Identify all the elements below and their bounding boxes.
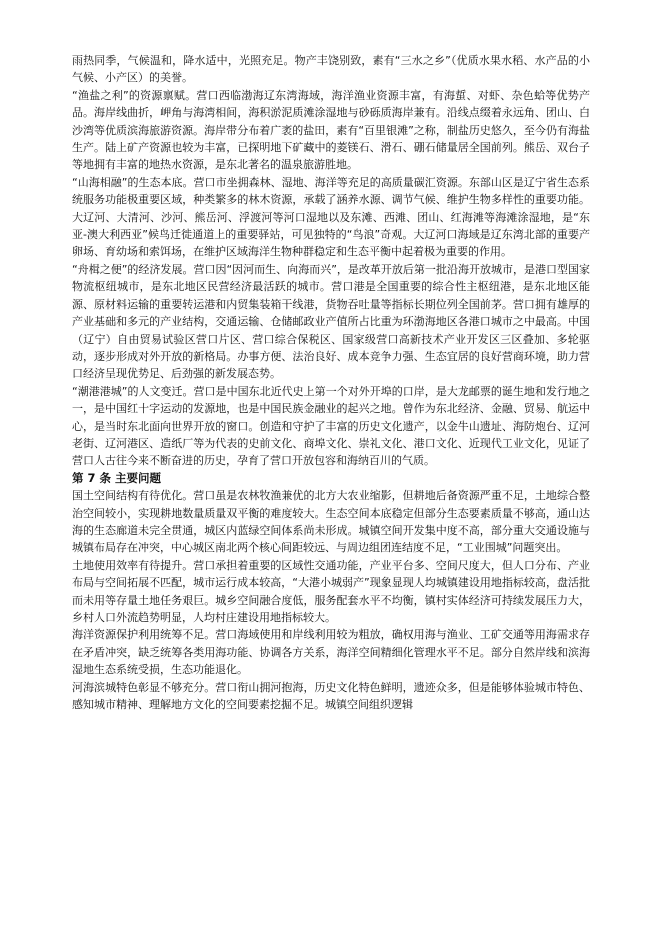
economy-paragraph: “舟楫之便”的经济发展。营口因“因河而生、向海而兴”，是改革开放后第一批沿海开放城市，是港口型国家物流枢纽城市，是东北地区民营经济最活跃的城市。营口港是全国重要的综合性主枢纽港，是东北地区能源、原材料运输的重要转运港和内贸集装箱干线港，货物吞吐量等指标长期位列全国前茅。营口拥有雄厚的产业基础和多元的产业结构，交通运输、仓储邮政业产值所占比重为环渤海地区各港口城市之中最高。中国（辽宁）自由贸易试验区营口片区、营口综合保税区、国家级营口高新技术产业开发区三区叠加、多轮驱动，逐步形成对外开放的新格局。办事方便、法治良好、成本竞争力强、生态宜居的良好营商环境，助力营口经济呈现优势足、后劲强的新发展态势。: [72, 262, 590, 381]
intro-climate-paragraph: 雨热同季，气候温和，降水适中，光照充足。物产丰饶别致，素有“三水之乡”（优质水果水稻、水产品的小气候、小产区）的美誉。: [72, 54, 590, 85]
problem-spatial-structure: 国土空间结构有待优化。营口虽是农林牧渔兼优的北方大农业缩影，但耕地后备资源严重不足，土地综合整治空间较小，实现耕地数量质量双平衡的难度较大。生态空间本底稳定但部分生态要素质量不够高，通山达海的生态廊道未完全贯通，城区内蓝绿空间体系尚未形成。城镇空间开发集中度不高，部分重大交通设施与城镇布局存在冲突，中心城区南北两个核心间距较远、与周边组团连结度不足，“工业围城”问题突出。: [72, 489, 590, 555]
resources-paragraph: “渔盐之利”的资源禀赋。营口西临渤海辽东湾海域，海洋渔业资源丰富，有海蜇、对虾、杂色蛤等优势产品。海岸线曲折，岬角与海湾相间，海积淤泥质滩涂湿地与砂砾质海岸兼有。沿线点缀着永远角、团山、白沙湾等优质滨海旅游资源。海岸带分布着广袤的盐田，素有“百里银滩”之称，制盐历史悠久，至今仍有海盐生产。陆上矿产资源也较为丰富，已探明地下矿藏中的菱镁石、滑石、硼石储量居全国前列。熊岳、双台子等地拥有丰富的地热水资源，是东北著名的温泉旅游胜地。: [72, 88, 590, 172]
problem-marine-resources: 海洋资源保护利用统筹不足。营口海域使用和岸线利用较为粗放，确权用海与渔业、工矿交通等用海需求存在矛盾冲突，缺乏统筹各类用海功能、协调各方关系，海洋空间精细化管理水平不足。部分自然岸线和滨海湿地生态系统受损，生态功能退化。: [72, 628, 590, 677]
ecology-paragraph: “山海相融”的生态本底。营口市坐拥森林、湿地、海洋等充足的高质量碳汇资源。东部山区是辽宁省生态系统服务功能极重要区域，种类繁多的林木资源，承载了涵养水源、调节气候、维护生物多样性的重要功能。大辽河、大清河、沙河、熊岳河、浮渡河等河口湿地以及东滩、西滩、团山、红海滩等海滩涂湿地，是“东亚-澳大利西亚”候鸟迁徙通道上的重要驿站，可见独特的“鸟浪”奇观。大辽河口海域是辽东湾北部的重要产卵场、育幼场和索饵场，在维护区域海洋生物种群稳定和生态平衡中起着极为重要的作用。: [72, 175, 590, 259]
problem-city-character: 河海滨城特色彰显不够充分。营口衔山拥河抱海，历史文化特色鲜明，遗迹众多，但是能够体验城市特色、感知城市精神、理解地方文化的空间要素挖掘不足。城镇空间组织逻辑: [72, 680, 590, 712]
problem-land-efficiency: 土地使用效率有待提升。营口承担着重要的区域性交通功能，产业平台多、空间尺度大，但人口分布、产业布局与空间拓展不匹配，城市运行成本较高，“大港小城弱产”现象显现人均城镇建设用地指标较高，盘活批而未用等存量土地任务艰巨。城乡空间融合度低，服务配套水平不均衡，镇村实体经济可持续发展压力大，乡村人口外流趋势明显，人均村庄建设用地指标较大。: [72, 558, 590, 624]
section-heading: 第 7 条 主要问题: [72, 470, 162, 485]
document-page: [72, 52, 590, 713]
culture-paragraph: “潮港港城”的人文变迁。营口是中国东北近代史上第一个对外开埠的口岸，是大龙邮票的诞生地和发行地之一，是中国红十字运动的发源地，也是中国民族金融业的起兴之地。曾作为东北经济、金融、贸易、航运中心，是当时东北面向世界开放的窗口。创造和守护了丰富的历史文化遗产，以金牛山遗址、海防炮台、辽河老街、辽河港区、造纸厂等为代表的史前文化、商埠文化、崇礼文化、港口文化、近现代工业文化，见证了营口人古往今来不断奋进的历史，孕育了营口开放包容和海纳百川的气质。: [72, 384, 590, 468]
